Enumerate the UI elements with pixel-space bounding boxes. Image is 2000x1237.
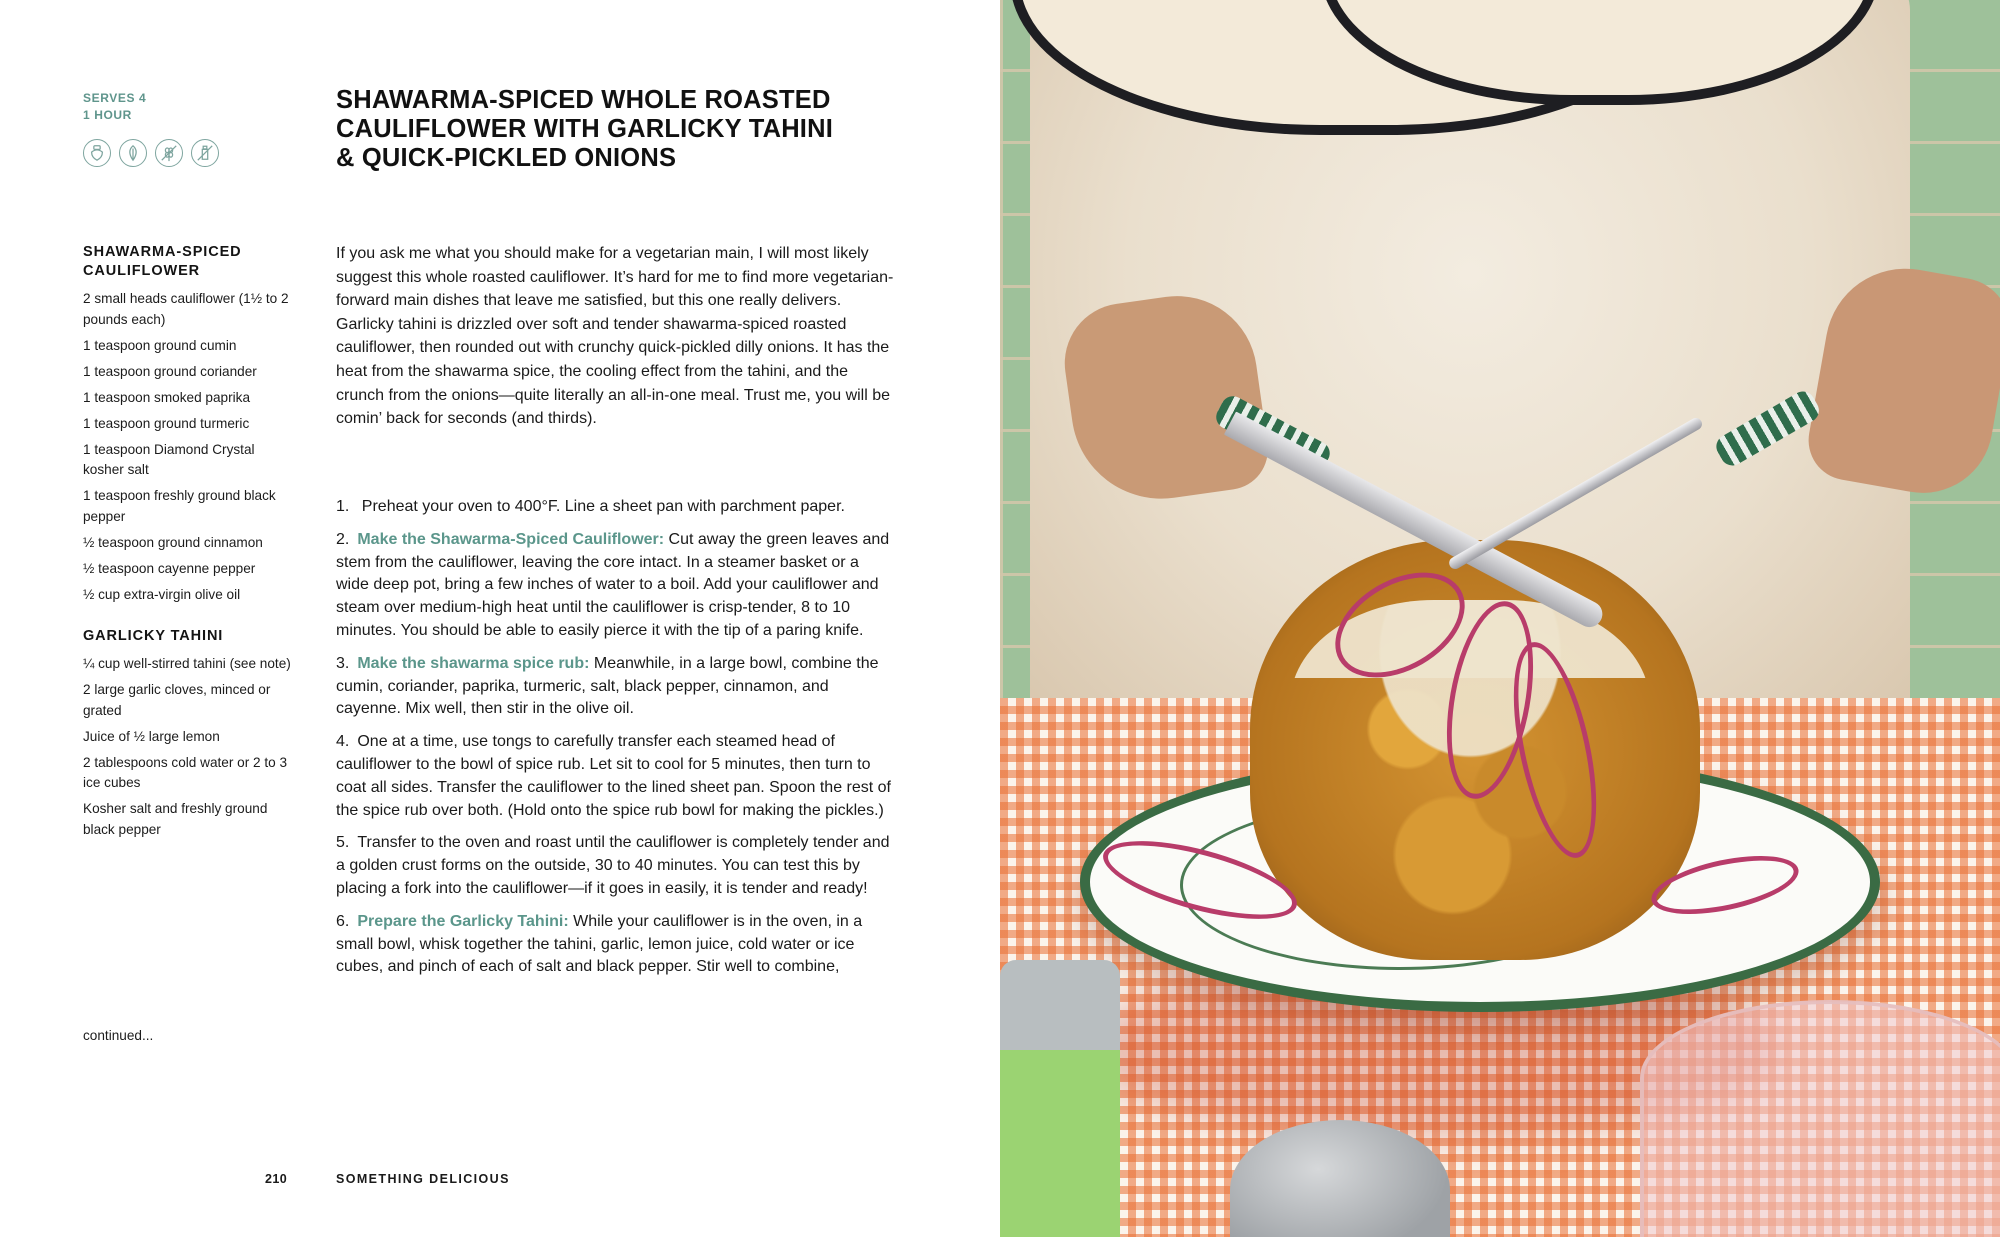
gluten-free-icon [155, 139, 183, 167]
title-line: SHAWARMA-SPICED WHOLE ROASTED [336, 86, 831, 114]
ingredient-item: 1 teaspoon smoked paprika [83, 389, 251, 405]
step-lead: Prepare the Garlicky Tahini: [357, 912, 569, 930]
ingredient-list [83, 654, 298, 840]
leaf-icon [119, 139, 147, 167]
method-step [336, 529, 896, 643]
ingredient-section-heading: SHAWARMA-SPICED CAULIFLOWER [83, 244, 242, 279]
ingredients-column [83, 243, 298, 862]
step-text: Cut away the green leaves and stem from the cauliflower, leaving the core intact. In a steamer basket or a wide deep pot, bring a few inches of water to a boil. Add your cauliflower and steam over medium-high heat until the cauliflower is crisp-tender, 8 to 10 minutes. You should be able to easily pierce it with the tip of a paring knife. [336, 530, 890, 639]
ingredient-item: 1 teaspoon ground coriander [83, 363, 257, 379]
method-step [336, 496, 896, 519]
time-label: 1 HOUR [83, 108, 132, 122]
continued-note: continued... [83, 1028, 154, 1043]
ingredient-item: ½ teaspoon ground cinnamon [83, 534, 263, 550]
method-step [336, 731, 896, 822]
step-text: Meanwhile, in a large bowl, combine the cumin, coriander, paprika, turmeric, salt, black pepper, cinnamon, and cayenne. Mix well, then stir in the olive oil. [336, 654, 879, 718]
ingredient-item: 1 teaspoon Diamond Crystal kosher salt [83, 441, 255, 477]
step-number: 4. [336, 733, 350, 751]
step-text: While your cauliflower is in the oven, in a small bowl, whisk together the tahini, garlic, lemon juice, cold water or ice cubes, and pinch of each of salt and black pepper. Stir well to combine, [336, 912, 863, 976]
step-text: Transfer to the oven and roast until the cauliflower is completely tender and a golden crust forms on the outside, 30 to 40 minutes. You can test this by placing a fork into the cauliflower—if it goes in easily, it is tender and ready! [336, 834, 890, 897]
serves-label: SERVES 4 [83, 91, 147, 105]
step-text: Preheat your oven to 400°F. Line a sheet pan with parchment paper. [361, 498, 845, 515]
ingredient-item: 2 large garlic cloves, minced or grated [83, 682, 271, 718]
page-number: 210 [265, 1172, 288, 1186]
ingredient-list [83, 289, 298, 605]
step-number: 1. [336, 498, 350, 515]
vegetarian-icon [83, 139, 111, 167]
step-lead: Make the Shawarma-Spiced Cauliflower: [357, 530, 665, 548]
step-text: One at a time, use tongs to carefully transfer each steamed head of cauliflower to the bowl of spice rub. Let sit to cool for 5 minutes, then turn to coat all sides. Transfer the cauliflower to the lined sheet pan. Spoon the rest of the spice rub over both. (Hold onto the spice rub bowl for making the pickles.) [336, 733, 891, 819]
step-lead: Make the shawarma spice rub: [357, 654, 590, 672]
recipe-intro: If you ask me what you should make for a vegetarian main, I will most likely suggest this whole roasted cauliflower. It’s hard for me to find more vegetarian-forward main dishes that leave me satisfied, but this one really delivers. Garlicky tahini is drizzled over soft and tender shawarma-spiced roasted cauliflower, then rounded out with crunchy quick-pickled dilly onions. It has the heat from the shawarma spice, the cooling effect from the tahini, and the crunch from the onions—quite literally an all-in-one meal. Trust me, you will be comin’ back for seconds (and thirds). [336, 245, 894, 428]
ingredient-item: 1 teaspoon ground cumin [83, 337, 237, 353]
ingredient-item: 1 teaspoon ground turmeric [83, 415, 250, 431]
recipe-meta [83, 90, 146, 124]
title-line: & QUICK-PICKLED ONIONS [336, 144, 677, 172]
recipe-title [336, 86, 896, 173]
title-line: CAULIFLOWER WITH GARLICKY TAHINI [336, 115, 833, 143]
ingredient-section-heading: GARLICKY TAHINI [83, 628, 224, 644]
method-step [336, 911, 896, 979]
step-number: 3. [336, 654, 350, 672]
ingredient-item: Juice of ½ large lemon [83, 728, 220, 744]
dairy-free-icon [191, 139, 219, 167]
ingredient-item: ½ teaspoon cayenne pepper [83, 560, 256, 576]
ingredient-item: ¼ cup well-stirred tahini (see note) [83, 656, 291, 671]
step-number: 2. [336, 530, 350, 548]
method-steps [336, 496, 896, 989]
method-step [336, 653, 896, 721]
recipe-photo [1000, 0, 2000, 1237]
green-shaker [1000, 960, 1120, 1237]
step-number: 6. [336, 912, 350, 930]
ingredient-item: 2 tablespoons cold water or 2 to 3 ice cubes [83, 754, 288, 790]
diet-icons [83, 139, 219, 167]
pickled-onion-jar [1640, 1000, 2000, 1237]
method-step [336, 832, 896, 900]
ingredient-item: 1 teaspoon freshly ground black pepper [83, 488, 276, 524]
step-number: 5. [336, 834, 350, 852]
running-footer-title: SOMETHING DELICIOUS [336, 1172, 510, 1186]
ingredient-item: Kosher salt and freshly ground black pepper [83, 801, 268, 837]
ingredient-item: 2 small heads cauliflower (1½ to 2 pounds each) [83, 291, 289, 327]
ingredient-item: ½ cup extra-virgin olive oil [83, 586, 241, 602]
